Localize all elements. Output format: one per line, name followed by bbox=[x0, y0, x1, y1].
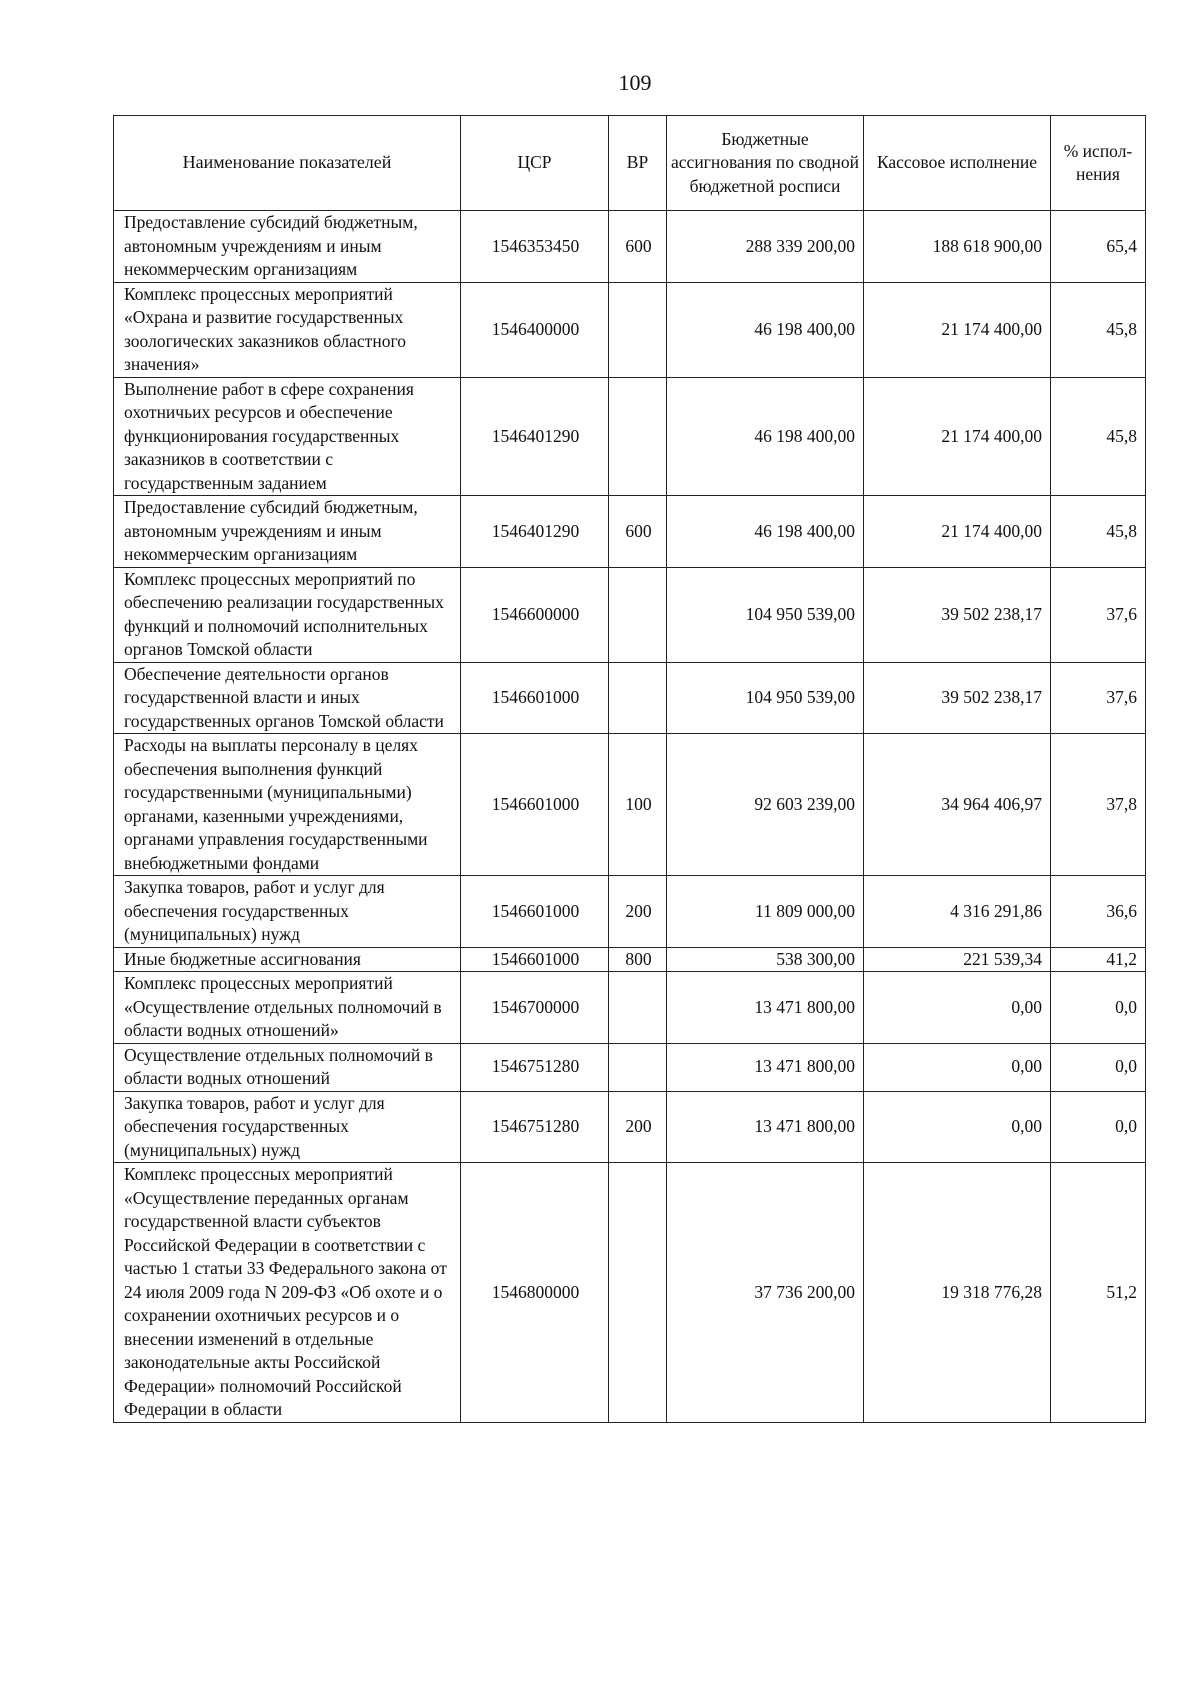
row-percent: 65,4 bbox=[1051, 211, 1146, 283]
row-vr bbox=[609, 567, 667, 662]
row-assignments: 104 950 539,00 bbox=[667, 567, 864, 662]
row-csr: 1546601000 bbox=[461, 876, 609, 948]
row-vr: 200 bbox=[609, 876, 667, 948]
row-percent: 37,6 bbox=[1051, 567, 1146, 662]
row-assignments: 46 198 400,00 bbox=[667, 282, 864, 377]
table-row bbox=[114, 876, 1146, 948]
row-percent: 37,6 bbox=[1051, 662, 1146, 734]
row-execution: 21 174 400,00 bbox=[864, 282, 1051, 377]
row-name: Выполнение работ в сфере сохранения охотничьих ресурсов и обеспечение функционирования государственных заказников в соответствии с государственным заданием bbox=[114, 377, 461, 496]
row-vr: 800 bbox=[609, 947, 667, 972]
row-name: Комплекс процессных мероприятий по обеспечению реализации государственных функций и полномочий исполнительных органов Томской области bbox=[114, 567, 461, 662]
header-vr: ВР bbox=[609, 116, 667, 211]
row-name: Обеспечение деятельности органов государственной власти и иных государственных органов Томской области bbox=[114, 662, 461, 734]
row-percent: 37,8 bbox=[1051, 734, 1146, 876]
row-name: Иные бюджетные ассигнования bbox=[114, 947, 461, 972]
row-execution: 39 502 238,17 bbox=[864, 662, 1051, 734]
row-assignments: 46 198 400,00 bbox=[667, 377, 864, 496]
row-vr: 600 bbox=[609, 211, 667, 283]
row-csr: 1546700000 bbox=[461, 972, 609, 1044]
table-header-row bbox=[114, 116, 1146, 211]
table-row bbox=[114, 496, 1146, 568]
row-vr bbox=[609, 282, 667, 377]
row-name: Осуществление отдельных полномочий в области водных отношений bbox=[114, 1043, 461, 1091]
row-vr: 600 bbox=[609, 496, 667, 568]
header-assignments: Бюджетные ассигнования по сводной бюджетной росписи bbox=[667, 116, 864, 211]
row-assignments: 11 809 000,00 bbox=[667, 876, 864, 948]
row-csr: 1546401290 bbox=[461, 377, 609, 496]
row-csr: 1546601000 bbox=[461, 734, 609, 876]
row-csr: 1546601000 bbox=[461, 662, 609, 734]
page-number: 109 bbox=[618, 70, 652, 95]
row-csr: 1546751280 bbox=[461, 1043, 609, 1091]
row-name: Комплекс процессных мероприятий «Осуществление отдельных полномочий в области водных отношений» bbox=[114, 972, 461, 1044]
row-execution: 0,00 bbox=[864, 972, 1051, 1044]
table-row bbox=[114, 662, 1146, 734]
row-name: Предоставление субсидий бюджетным, автономным учреждениям и иным некоммерческим организациям bbox=[114, 496, 461, 568]
row-execution: 0,00 bbox=[864, 1043, 1051, 1091]
row-percent: 51,2 bbox=[1051, 1163, 1146, 1423]
row-name: Расходы на выплаты персоналу в целях обеспечения выполнения функций государственными (муниципальными) органами, казенными учреждениями, органами управления государственными внебюджетными фондами bbox=[114, 734, 461, 876]
row-execution: 21 174 400,00 bbox=[864, 377, 1051, 496]
row-csr: 1546601000 bbox=[461, 947, 609, 972]
row-vr bbox=[609, 662, 667, 734]
row-csr: 1546353450 bbox=[461, 211, 609, 283]
header-execution: Кассовое исполнение bbox=[864, 116, 1051, 211]
row-assignments: 538 300,00 bbox=[667, 947, 864, 972]
row-csr: 1546800000 bbox=[461, 1163, 609, 1423]
row-assignments: 13 471 800,00 bbox=[667, 1043, 864, 1091]
header-name: Наименование показателей bbox=[114, 116, 461, 211]
table-row bbox=[114, 567, 1146, 662]
table-row bbox=[114, 734, 1146, 876]
row-vr bbox=[609, 1043, 667, 1091]
row-execution: 221 539,34 bbox=[864, 947, 1051, 972]
table-row bbox=[114, 211, 1146, 283]
table-row bbox=[114, 1043, 1146, 1091]
row-vr bbox=[609, 1163, 667, 1423]
row-name: Предоставление субсидий бюджетным, автономным учреждениям и иным некоммерческим организациям bbox=[114, 211, 461, 283]
budget-execution-table bbox=[113, 115, 1146, 1423]
row-csr: 1546401290 bbox=[461, 496, 609, 568]
table-row bbox=[114, 1091, 1146, 1163]
row-name: Комплекс процессных мероприятий «Осуществление переданных органам государственной власти субъектов Российской Федерации в соответствии с частью 1 статьи 33 Федерального закона от 24 июля 2009 года N 209-ФЗ «Об охоте и о сохранении охотничьих ресурсов и о внесении изменений в отдельные законодательные акты Российской Федерации» полномочий Российской Федерации в области bbox=[114, 1163, 461, 1423]
header-csr: ЦСР bbox=[461, 116, 609, 211]
row-csr: 1546751280 bbox=[461, 1091, 609, 1163]
row-name: Закупка товаров, работ и услуг для обеспечения государственных (муниципальных) нужд bbox=[114, 1091, 461, 1163]
table-row bbox=[114, 282, 1146, 377]
row-execution: 188 618 900,00 bbox=[864, 211, 1051, 283]
row-vr bbox=[609, 377, 667, 496]
row-percent: 0,0 bbox=[1051, 1043, 1146, 1091]
row-vr bbox=[609, 972, 667, 1044]
row-percent: 0,0 bbox=[1051, 1091, 1146, 1163]
row-execution: 0,00 bbox=[864, 1091, 1051, 1163]
row-assignments: 13 471 800,00 bbox=[667, 1091, 864, 1163]
row-assignments: 37 736 200,00 bbox=[667, 1163, 864, 1423]
row-percent: 36,6 bbox=[1051, 876, 1146, 948]
row-csr: 1546400000 bbox=[461, 282, 609, 377]
table-row bbox=[114, 947, 1146, 972]
row-vr: 100 bbox=[609, 734, 667, 876]
row-csr: 1546600000 bbox=[461, 567, 609, 662]
row-percent: 45,8 bbox=[1051, 282, 1146, 377]
row-execution: 21 174 400,00 bbox=[864, 496, 1051, 568]
row-vr: 200 bbox=[609, 1091, 667, 1163]
row-assignments: 288 339 200,00 bbox=[667, 211, 864, 283]
row-assignments: 13 471 800,00 bbox=[667, 972, 864, 1044]
row-execution: 34 964 406,97 bbox=[864, 734, 1051, 876]
row-name: Закупка товаров, работ и услуг для обеспечения государственных (муниципальных) нужд bbox=[114, 876, 461, 948]
row-execution: 4 316 291,86 bbox=[864, 876, 1051, 948]
table-row bbox=[114, 1163, 1146, 1423]
row-name: Комплекс процессных мероприятий «Охрана и развитие государственных зоологических заказников областного значения» bbox=[114, 282, 461, 377]
row-percent: 0,0 bbox=[1051, 972, 1146, 1044]
row-assignments: 92 603 239,00 bbox=[667, 734, 864, 876]
header-percent: % испол-нения bbox=[1051, 116, 1146, 211]
row-execution: 39 502 238,17 bbox=[864, 567, 1051, 662]
row-percent: 45,8 bbox=[1051, 496, 1146, 568]
row-percent: 41,2 bbox=[1051, 947, 1146, 972]
row-assignments: 104 950 539,00 bbox=[667, 662, 864, 734]
row-execution: 19 318 776,28 bbox=[864, 1163, 1051, 1423]
table-row bbox=[114, 972, 1146, 1044]
row-assignments: 46 198 400,00 bbox=[667, 496, 864, 568]
table-row bbox=[114, 377, 1146, 496]
row-percent: 45,8 bbox=[1051, 377, 1146, 496]
